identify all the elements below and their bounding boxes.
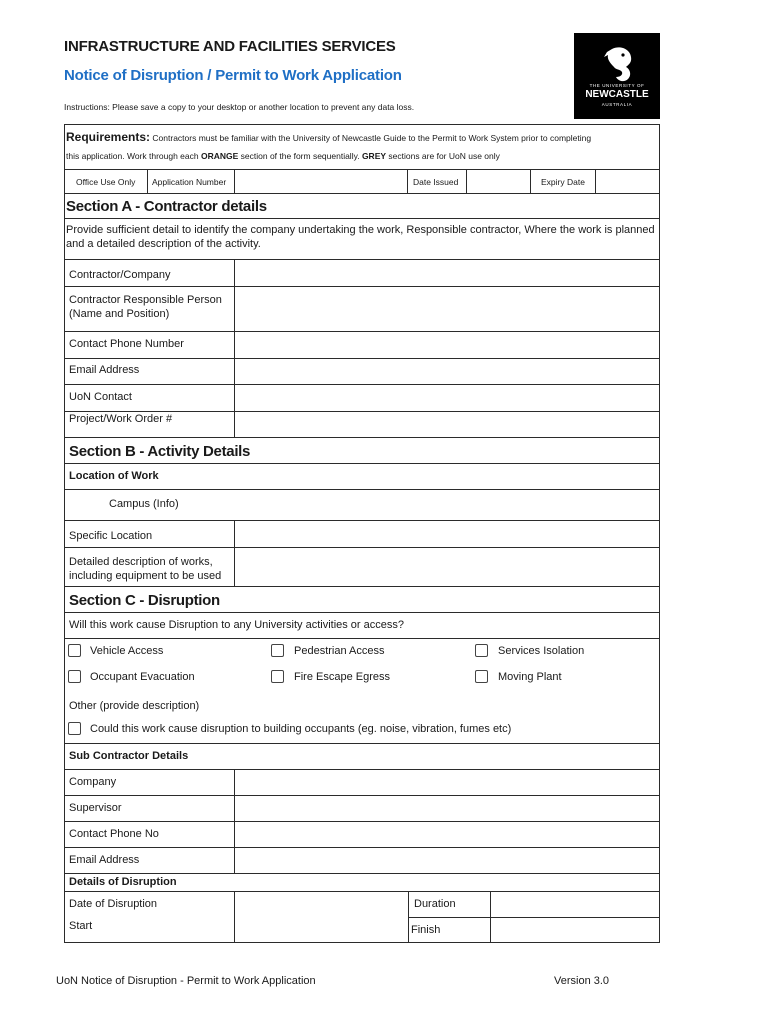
orange-keyword: ORANGE (200, 151, 239, 161)
sub-phone-label: Contact Phone No (69, 828, 159, 840)
services-isolation-checkbox[interactable] (475, 644, 488, 657)
location-of-work-label: Location of Work (69, 470, 159, 482)
occupants-disruption-checkbox[interactable] (68, 722, 81, 735)
vehicle-access-label: Vehicle Access (90, 645, 164, 657)
description-label-2: including equipment to be used (69, 570, 222, 582)
requirements-line-2 (66, 151, 500, 161)
section-c-title: Section C - Disruption (69, 592, 220, 609)
campus-field[interactable] (236, 491, 659, 519)
disruption-question: Will this work cause Disruption to any University activities or access? (69, 619, 405, 631)
requirements-text-2c: sections are for UoN use only (386, 151, 500, 161)
requirements-text-1: Contractors must be familiar with the University of Newcastle Guide to the Permit to Work System prior to completing (152, 133, 592, 143)
responsible-person-label-1: Contractor Responsible Person (69, 294, 222, 306)
services-isolation-label: Services Isolation (498, 645, 585, 657)
responsible-person-label-2: (Name and Position) (69, 308, 170, 320)
email-address-field[interactable] (236, 360, 659, 383)
expiry-date-label: Expiry Date (541, 177, 585, 187)
moving-plant-checkbox[interactable] (475, 670, 488, 683)
application-number-field[interactable] (236, 171, 406, 192)
vehicle-access-checkbox[interactable] (68, 644, 81, 657)
logo-line-1: THE UNIVERSITY OF (589, 83, 645, 88)
contact-phone-label: Contact Phone Number (69, 338, 184, 350)
fire-escape-egress-checkbox[interactable] (271, 670, 284, 683)
campus-label: Campus (Info) (109, 498, 179, 510)
start-label: Start (69, 920, 93, 932)
form-title: Notice of Disruption / Permit to Work Application (64, 67, 402, 84)
email-address-label: Email Address (69, 364, 140, 376)
duration-field[interactable] (492, 893, 659, 916)
supervisor-label: Supervisor (69, 802, 122, 814)
office-use-label: Office Use Only (76, 177, 136, 187)
date-issued-field[interactable] (468, 171, 529, 192)
finish-label: Finish (411, 924, 441, 936)
work-order-label: Project/Work Order # (69, 413, 173, 425)
work-order-field[interactable] (236, 413, 659, 437)
moving-plant-label: Moving Plant (498, 671, 562, 683)
sub-company-label: Company (69, 776, 117, 788)
duration-label: Duration (414, 898, 456, 910)
uon-contact-field[interactable] (236, 386, 659, 410)
requirements-text-2a: this application. Work through each (66, 151, 201, 161)
pedestrian-access-label: Pedestrian Access (294, 645, 385, 657)
sub-email-label: Email Address (69, 854, 140, 866)
logo-line-3: AUSTRALIA (601, 102, 633, 107)
requirements-line-1 (66, 130, 591, 144)
sub-company-field[interactable] (236, 771, 659, 794)
section-c-box (64, 586, 660, 943)
responsible-person-field[interactable] (236, 288, 659, 330)
expiry-date-field[interactable] (597, 171, 659, 192)
footer-version: Version 3.0 (554, 975, 610, 987)
finish-field[interactable] (492, 919, 659, 942)
logo-line-2: NEWCASTLE (585, 89, 649, 100)
requirements-label: Requirements: (66, 130, 151, 144)
date-issued-label: Date Issued (413, 177, 459, 187)
university-logo (574, 33, 660, 119)
contractor-company-field[interactable] (236, 261, 659, 285)
footer-title: UoN Notice of Disruption - Permit to Work Application (56, 975, 316, 987)
occupant-evacuation-label: Occupant Evacuation (90, 671, 195, 683)
date-of-disruption-field[interactable] (236, 893, 407, 916)
sub-phone-field[interactable] (236, 823, 659, 846)
fire-escape-egress-label: Fire Escape Egress (294, 671, 390, 683)
application-number-label: Application Number (152, 177, 227, 187)
section-a-description: Provide sufficient detail to identify the company undertaking the work, Responsible contractor, Where the work is planned and a detailed description of the activity. (66, 224, 655, 250)
contact-phone-field[interactable] (236, 333, 659, 357)
description-field[interactable] (236, 549, 659, 586)
requirements-text-2b: section of the form sequentially. (238, 151, 362, 161)
pedestrian-access-checkbox[interactable] (271, 644, 284, 657)
organization-name: INFRASTRUCTURE AND FACILITIES SERVICES (64, 38, 396, 55)
occupants-disruption-label: Could this work cause disruption to building occupants (eg. noise, vibration, fumes etc) (90, 723, 512, 735)
other-description-label: Other (provide description) (69, 700, 200, 712)
start-field[interactable] (236, 918, 407, 942)
uon-contact-label: UoN Contact (69, 391, 132, 403)
sub-contractor-title: Sub Contractor Details (69, 750, 189, 762)
description-label-1: Detailed description of works, (69, 556, 213, 568)
date-of-disruption-label: Date of Disruption (69, 898, 158, 910)
instructions-text: Instructions: Please save a copy to your desktop or another location to prevent any data loss. (64, 102, 415, 112)
grey-keyword: GREY (361, 151, 387, 161)
details-of-disruption-title: Details of Disruption (69, 876, 177, 888)
specific-location-label: Specific Location (69, 530, 153, 542)
sub-email-field[interactable] (236, 849, 659, 872)
supervisor-field[interactable] (236, 797, 659, 820)
contractor-company-label: Contractor/Company (69, 269, 171, 281)
section-a-title: Section A - Contractor details (66, 198, 267, 215)
specific-location-field[interactable] (236, 522, 659, 546)
occupant-evacuation-checkbox[interactable] (68, 670, 81, 683)
section-b-title: Section B - Activity Details (69, 443, 251, 460)
